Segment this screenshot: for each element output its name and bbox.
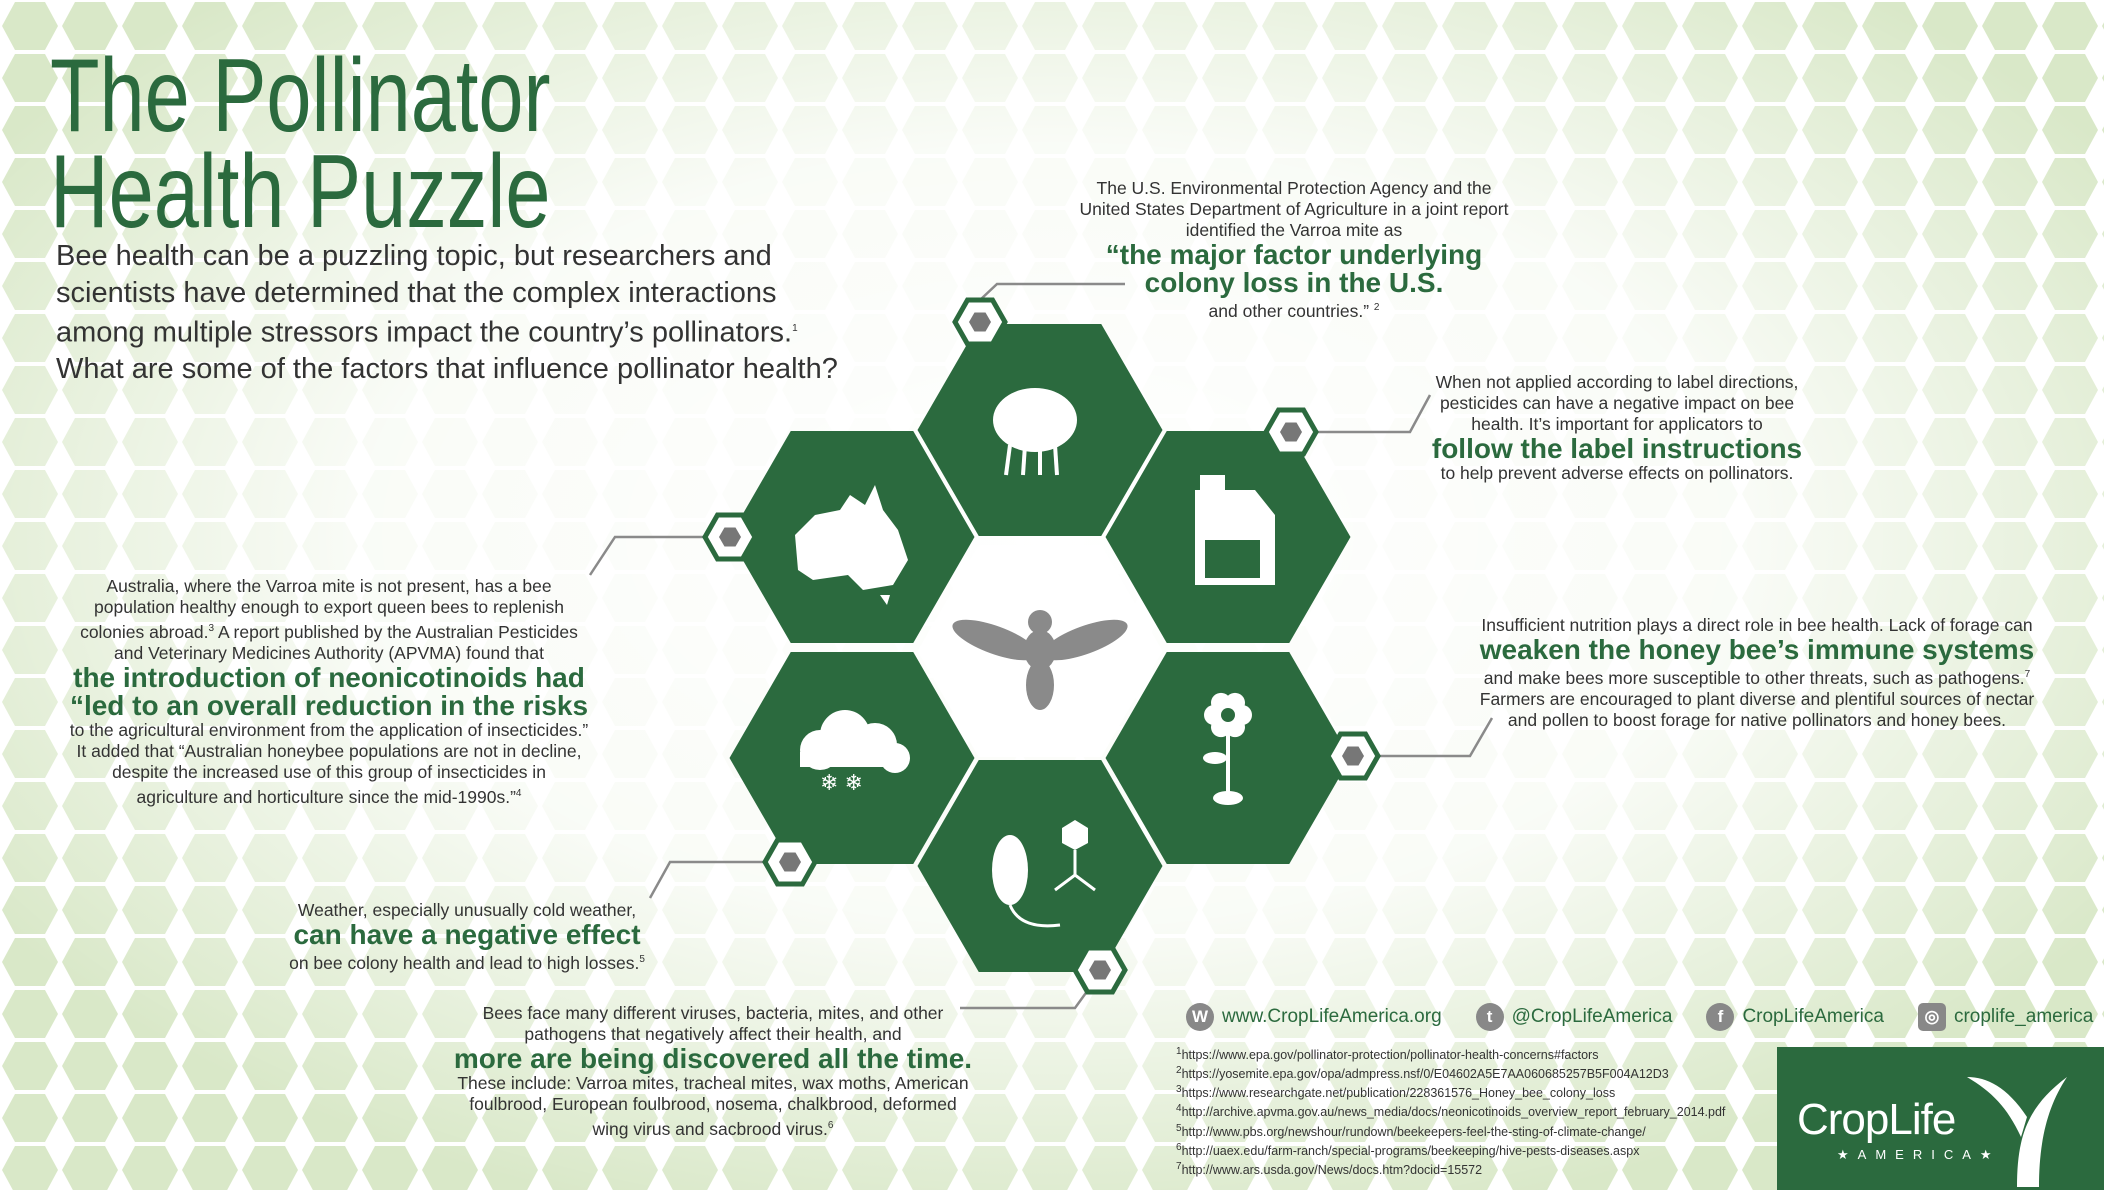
connector-line (1375, 718, 1492, 756)
intro-paragraph: Bee health can be a puzzling topic, but researchers and scientists have determined that the complex interactions among multiple stressors impact the country’s pollinators.$^1$ What are some of the factors that influence pollinator health? (56, 240, 838, 386)
weather-block: Weather, especially unusually cold weather, can have a negative effect on bee colony health and lead to high losses.$^5$ (289, 900, 645, 973)
instagram-icon: ◎ (1918, 1003, 1946, 1031)
twitter-icon: t (1476, 1003, 1504, 1031)
svg-text:❄ ❄: ❄ ❄ (820, 770, 863, 795)
hex-badge-icon (955, 300, 1005, 344)
connector-line (650, 862, 768, 898)
twitter-link[interactable]: t @CropLifeAmerica (1476, 1003, 1673, 1031)
hex-badge-icon (1266, 410, 1316, 454)
footnotes: $^1$https://www.epa.gov/pollinator-protection/pollinator-health-concerns#factors $^2$https://yosemite.epa.gov/opa/admpress.nsf/0/E04602A5E7AA060685257B5F004A12D3 $^3$https://www.researchgate.net/publication/228361576_Honey_bee_colony_loss $^4$http://archive.apvma.gov.au/news_media/docs/neonicotinoids_overview_report_february_2014.pdf $^5$http://www.pbs.org/newshour/rundown/beekeepers-feel-the-sting-of-climate-change/ $^6$http://uaex.edu/farm-ranch/special-programs/beekeeping/hive-pests-diseases.aspx $^7$http://www.ars.usda.gov/News/docs.htm?docid=15572 (1176, 1046, 1726, 1178)
page-title: The Pollinator Health Puzzle (50, 38, 551, 250)
nutrition-block: Insufficient nutrition plays a direct role in bee health. Lack of forage can weaken the honey bee’s immune systems and make bees more susceptible to other threats, such as pathogens.$^7$ Farmers are encouraged to plant diverse and plentiful sources of nectar and pollen to boost forage for native pollinators and honey bees. (1479, 615, 2035, 730)
wordpress-icon: W (1186, 1003, 1214, 1031)
facebook-icon: f (1706, 1003, 1734, 1031)
pesticide-block: When not applied according to label directions, pesticides can have a negative impact on bee health. It’s important for applicators to follow the label instructions to help prevent adverse effects on pollinators. (1431, 372, 1803, 483)
croplife-logo: CropLife ★AMERICA★ (1777, 1047, 2104, 1190)
hex-badge-icon (1075, 948, 1125, 992)
connector-line (960, 990, 1088, 1008)
facebook-link[interactable]: f CropLifeAmerica (1706, 1003, 1884, 1031)
australia-block: Australia, where the Varroa mite is not present, has a bee population healthy enough to export queen bees to replenish colonies abroad.$^3$ A report published by the Australian Pesticides and Veterinary Medicines Authority (APVMA) found that the introduction of neonicotinoids had “led to an overall reduction in the risks to the agricultural environment from the application of insecticides.” It added that “Australian honeybee populations are not in decline, despite the increased use of this group of insecticides in agriculture and horticulture since the mid-1990s.”$^4$ (69, 576, 589, 807)
connector-line (1313, 395, 1430, 432)
hex-badge-icon (705, 515, 755, 559)
social-links (1186, 1003, 2093, 1031)
connector-line (590, 537, 708, 575)
varroa-block: The U.S. Environmental Protection Agency and the United States Department of Agriculture in a joint report identified the Varroa mite as “the major factor underlying colony loss in the U.S. and other countries.” $^2$ (1079, 178, 1509, 321)
website-link[interactable]: W www.CropLifeAmerica.org (1186, 1003, 1442, 1031)
hex-badge-icon (1328, 734, 1378, 778)
pathogens-block: Bees face many different viruses, bacteria, mites, and other pathogens that negatively affect their health, and more are being discovered all the time. These include: Varroa mites, tracheal mites, wax moths, American foulbrood, European foulbrood, nosema, chalkbrood, deformed wing virus and sacbrood virus.$^6$ (453, 1003, 973, 1139)
hex-badge-icon (765, 840, 815, 884)
instagram-link[interactable]: ◎ croplife_america (1918, 1003, 2093, 1031)
